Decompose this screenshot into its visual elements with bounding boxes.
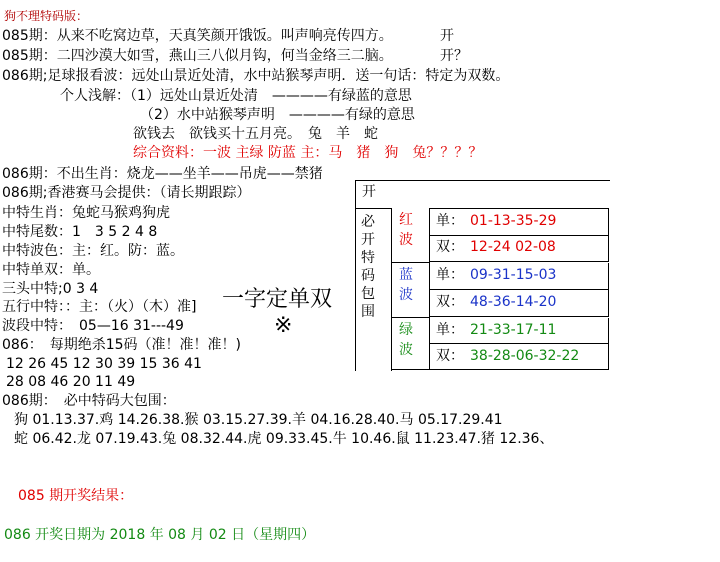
- zodiac-line: 中特生肖：兔蛇马猴鸡狗虎: [2, 205, 170, 221]
- interpretation-2: （2）水中站猴琴声明 ————有绿的意思: [140, 107, 415, 123]
- blue-odd-row: [430, 263, 609, 290]
- five-elements-line: 五行中特：：主：（火）（木）准]: [2, 299, 197, 315]
- odd-even-line: 中特单双：单。: [2, 262, 100, 278]
- blue-odd-numbers: 09-31-15-03: [470, 267, 557, 283]
- green-even-label: 双：: [436, 348, 464, 364]
- page-title: 狗不理特码版：: [4, 9, 89, 23]
- red-even-label: 双：: [436, 239, 464, 255]
- box-rows: [391, 208, 609, 370]
- interpretation-3: 欲钱去 欲钱买十五月亮。 兔 羊 蛇: [133, 126, 378, 142]
- blue-even-label: 双：: [436, 294, 464, 310]
- green-even-numbers: 38-28-06-32-22: [470, 348, 580, 364]
- box-left-column: [355, 208, 392, 371]
- blue-even-row: [430, 290, 609, 317]
- box-left-char-6: 围: [361, 304, 375, 320]
- box-left-char-1: 必: [361, 214, 375, 230]
- blue-wave-cell: [391, 263, 430, 318]
- not-appear-line: 086期：不出生肖：烧龙——坐羊——吊虎——禁猪: [2, 166, 323, 182]
- hk-jockey-line: 086期;香港赛马会提供：（请长期跟踪）: [2, 185, 251, 201]
- green-wave-label: 绿 波: [399, 322, 413, 358]
- red-odd-numbers: 01-13-35-29: [470, 213, 557, 229]
- line-085-b: 085期：二四沙漠大如雪，燕山三八似月钩，何当金络三二脑。: [2, 48, 393, 64]
- kill-numbers-1: 12 26 45 12 30 39 15 36 41: [6, 356, 202, 372]
- box-left-char-4: 码: [361, 268, 375, 284]
- line-085-a: 085期：从来不吃窝边草，天真笑颜开饿饭。叫声响亮传四方。: [2, 28, 393, 44]
- wave-color-line: 中特波色：主：红。防：蓝。: [2, 243, 184, 259]
- kill-numbers-2: 28 08 46 20 11 49: [6, 374, 136, 390]
- box-left-char-3: 特: [361, 250, 375, 266]
- blue-even-numbers: 48-36-14-20: [470, 294, 557, 310]
- big-mark-text: ※: [274, 313, 293, 338]
- green-wave-cell: [391, 318, 430, 370]
- big-odd-even-text: 一字定单双: [222, 287, 333, 312]
- line-086-riddle: 086期;足球报看波：远处山景近处清，水中站猴琴声明．送一句话：特定为双数。: [2, 68, 510, 84]
- red-even-numbers: 12-24 02-08: [470, 239, 556, 255]
- surround-line-2: 蛇 06.42.龙 07.19.43.兔 08.32.44.虎 09.33.45.牛 10.46.鼠 11.23.47.猪 12.36、: [14, 431, 554, 447]
- line-085-b-answer: 开？: [440, 48, 468, 64]
- green-odd-row: [430, 318, 609, 344]
- green-odd-label: 单：: [436, 322, 464, 338]
- three-head-line: 三头中特;0 3 4: [2, 281, 99, 297]
- surround-line-1: 狗 01.13.37.鸡 14.26.38.猴 03.15.27.39.羊 04.16.28.40.马 05.17.29.41: [14, 412, 503, 428]
- result-title: 085 期开奖结果：: [18, 488, 134, 504]
- blue-odd-label: 单：: [436, 267, 464, 283]
- draw-date: 086 开奖日期为 2018 年 08 月 02 日（星期四）: [4, 527, 316, 543]
- red-odd-row: [430, 208, 609, 236]
- green-even-row: [430, 344, 609, 370]
- red-odd-label: 单：: [436, 213, 464, 229]
- summary-line: 综合资料：一波 主绿 防蓝 主：马 猪 狗 兔？？？？: [133, 145, 483, 161]
- wave-segment-line: 波段中特： 05—16 31---49: [2, 318, 184, 334]
- box-left-char-5: 包: [361, 286, 375, 302]
- box-left-char-2: 开: [361, 232, 375, 248]
- red-wave-label: 红 波: [399, 212, 413, 248]
- box-open-label: 开: [362, 184, 376, 200]
- blue-wave-label: 蓝 波: [399, 267, 413, 303]
- surround-title: 086期： 必中特码大包围：: [2, 393, 176, 409]
- red-wave-cell: [391, 208, 430, 263]
- green-odd-numbers: 21-33-17-11: [470, 322, 557, 338]
- line-085-a-answer: 开: [440, 28, 454, 44]
- tail-number-line: 中特尾数：1 3 5 2 4 8: [2, 224, 158, 240]
- red-even-row: [430, 235, 609, 262]
- kill-15-line: 086： 每期绝杀15码（准！准！准！): [2, 337, 241, 353]
- interpretation-1: 个人浅解：（1）远处山景近处清 ————有绿蓝的意思: [60, 88, 412, 104]
